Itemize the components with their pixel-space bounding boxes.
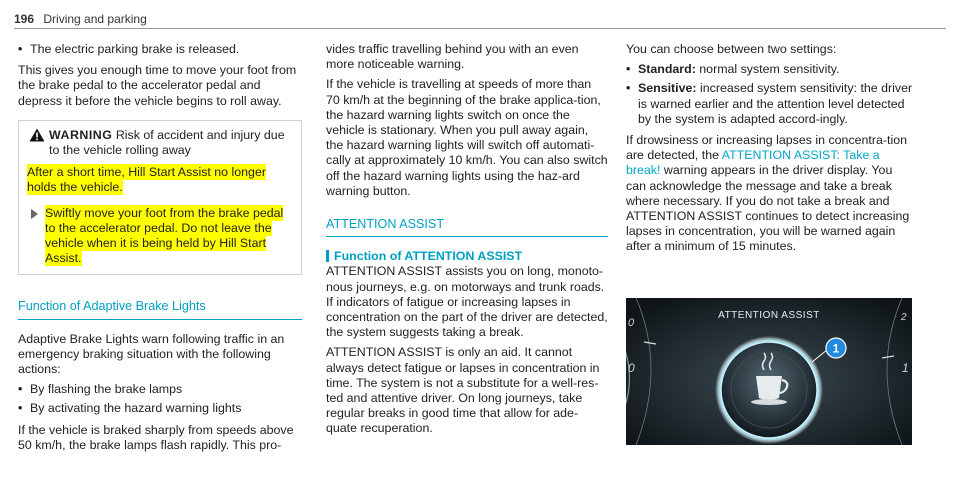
paragraph-text: If drowsiness or increasing lapses in concentra-tion are detected, the xyxy=(626,133,907,163)
section-title: Function of Adaptive Brake Lights xyxy=(18,299,206,314)
left-gauge-label: 0 xyxy=(628,317,635,329)
paragraph: ATTENTION ASSIST assists you on long, monoto-nous journeys, e.g. on motorways and trunk roads. If indicators of fatigue or increasing lapses in concentration on the part of the driver are detected, the system suggests taking a break. xyxy=(326,264,608,340)
setting-term: Sensitive: xyxy=(638,81,697,96)
section-title: ATTENTION ASSIST xyxy=(326,217,445,232)
driver-display-illustration xyxy=(626,298,912,445)
left-gauge-label: 0 xyxy=(628,361,635,375)
setting-desc: increased system sensitivity: the driver is warned earlier and the attention level detected by the system is adapted accord-ingly. xyxy=(638,81,913,126)
warning-risk: Risk of accident and injury due to the vehicle rolling away xyxy=(49,127,285,158)
subsection-title: Function of ATTENTION ASSIST xyxy=(326,249,608,264)
paragraph: If the vehicle is braked sharply from speeds above 50 km/h, the brake lamps flash rapidly. This pro- xyxy=(18,422,294,452)
paragraph: ATTENTION ASSIST is only an aid. It cannot always detect fatigue or lapses in concentration in time. The system is not a substitute for a well-res-ted and attentive driver. On long journeys, take regular breaks in good time that allow for ade-quate recuperation. xyxy=(326,345,600,436)
column-3 xyxy=(626,42,914,260)
callout-number: 1 xyxy=(832,341,840,356)
paragraph: This gives you enough time to move your foot from the brake pedal to the accelerator pedal and depress it before the vehicle begins to roll away. xyxy=(18,63,297,108)
action-arrow-icon xyxy=(31,209,38,219)
list-item: • By flashing the brake lamps xyxy=(18,382,302,397)
paragraph: If the vehicle is travelling at speeds of more than 70 km/h at the beginning of the brake applica-tion, the hazard warning lights switch on once the vehicle is stationary. When you pull away again, the hazard warning lights will switch off automati-cally at approximately 10 km/h. You can also switch off the hazard warning lights using the haz-ard warning button. xyxy=(326,77,608,198)
section-name: Driving and parking xyxy=(43,12,147,26)
display-title: ATTENTION ASSIST xyxy=(718,310,820,321)
page-header xyxy=(14,12,147,27)
page-number: 196 xyxy=(14,12,35,26)
setting-desc: normal system sensitivity. xyxy=(699,62,840,77)
paragraph: vides traffic travelling behind you with an even more noticeable warning. xyxy=(326,42,579,72)
paragraph xyxy=(626,133,914,255)
setting-term: Standard: xyxy=(638,62,696,77)
list-item xyxy=(626,62,914,77)
warning-action xyxy=(27,206,293,267)
paragraph: Adaptive Brake Lights warn following traffic in an emergency braking situation with the following actions: xyxy=(18,331,285,377)
warning-text: After a short time, Hill Start Assist no longer holds the vehicle. xyxy=(27,165,266,195)
warning-triangle-icon xyxy=(29,128,45,142)
right-gauge-label: 1 xyxy=(902,361,909,375)
warning-action-text: Swiftly move your foot from the brake pedal to the accelerator pedal. Do not leave the vehicle when it is being held by Hill Start Assist. xyxy=(45,205,284,266)
actions-list xyxy=(18,382,302,416)
warning-header xyxy=(27,128,293,158)
header-divider xyxy=(14,28,946,29)
column-1 xyxy=(18,42,302,458)
settings-list xyxy=(626,62,914,127)
intro-list xyxy=(18,42,302,57)
warning-box xyxy=(18,120,302,276)
column-2 xyxy=(326,42,608,442)
section-divider xyxy=(18,319,302,320)
warning-label: WARNING xyxy=(49,127,113,142)
right-gauge-label: 2 xyxy=(901,312,907,323)
paragraph: You can choose between two settings: xyxy=(626,42,837,56)
section-divider xyxy=(326,236,608,237)
list-item: • By activating the hazard warning lights xyxy=(18,401,302,416)
display-message: ATTENTION ASSIST: Take a break! xyxy=(626,148,880,178)
list-item xyxy=(626,81,914,127)
list-item: • The electric parking brake is released. xyxy=(18,42,302,57)
paragraph-text: warning appears in the driver display. You can acknowledge the message and take a break where necessary. If you do not take a break and ATTENTION ASSIST continues to detect increasing lapses in concentration, you will be warned again after a minimum of 15 minutes. xyxy=(626,163,910,254)
